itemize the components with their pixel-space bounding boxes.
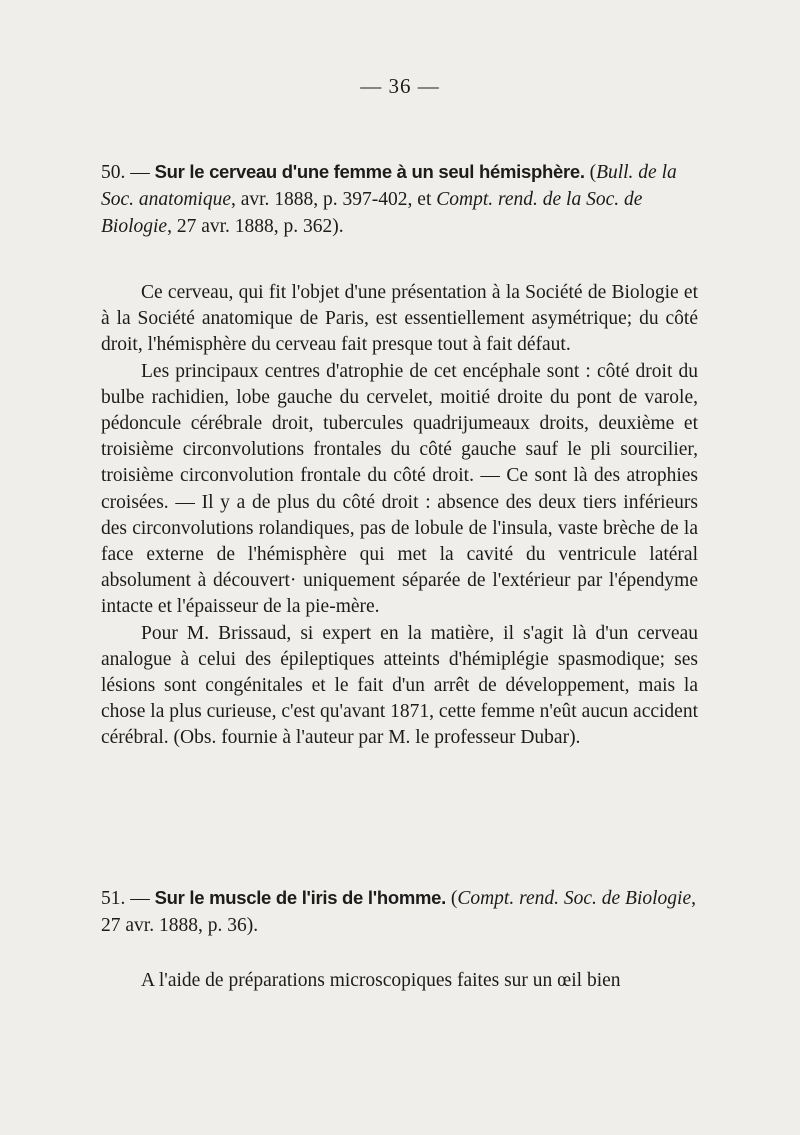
entry-number: 50. —: [101, 162, 155, 183]
cite-open: (: [584, 162, 597, 183]
entry-50-heading: [101, 158, 698, 240]
citation-journal-2: Compt. rend. de la Soc. de Biologie: [101, 189, 643, 237]
page-number: — 36 —: [360, 74, 440, 98]
paragraph: Pour M. Brissaud, si expert en la matière, il s'agit là d'un cerveau analogue à celui des épileptiques atteints d'hémiplégie spasmodique; ses lésions sont congénitales et le fait d'un arrêt de développement, mais la chose la plus curieuse, c'est qu'avant 1871, cette femme n'eût aucun accident cérébral. (Obs. fournie à l'auteur par M. le professeur Dubar).: [101, 622, 698, 749]
citation-journal: Compt. rend. Soc. de Biologie: [457, 888, 692, 909]
entry-51-heading: [101, 884, 698, 939]
paragraph: Ce cerveau, qui fit l'objet d'une présentation à la Société de Biologie et à la Société anatomique de Paris, est essentiellement asymétrique; du côté droit, l'hémisphère du cerveau fait presque tout à fait défaut.: [101, 282, 698, 356]
entry-50-body: [101, 280, 698, 752]
entry-51-body: [101, 968, 698, 994]
cite-open: (: [445, 888, 458, 909]
citation-journal: Bull. de la Soc. anatomique: [101, 162, 677, 210]
citation-details: , avr. 1888, p. 397-402, et: [230, 189, 437, 210]
entry-title: Sur le cerveau d'une femme à un seul hémisphère.: [154, 161, 585, 182]
citation-details-2: , 27 avr. 1888, p. 362).: [167, 216, 344, 237]
paragraph: Les principaux centres d'atrophie de cet encéphale sont : côté droit du bulbe rachidien, lobe gauche du cervelet, moitié droite du pont de varole, pédoncule cérébrale droit, tubercules quadrijumeaux droits, deuxième et troisième circonvolutions frontales du côté gauche sauf le pli sourcilier, troisième circonvolution frontale du côté droit. — Ce sont là des atrophies croisées. — Il y a de plus du côté droit : absence des deux tiers inférieurs des circonvolutions rolandiques, pas de lobule de l'insula, vaste brèche de la face externe de l'hémisphère qui met la cavité du ventricule latéral absolument à découvert· uniquement séparée de l'extérieur par l'épendyme intacte et l'épaisseur de la pie-mère.: [101, 360, 698, 618]
entry-title: Sur le muscle de l'iris de l'homme.: [154, 887, 446, 908]
paragraph: A l'aide de préparations microscopiques faites sur un œil bien: [141, 970, 621, 991]
citation-details: , 27 avr. 1888, p. 36).: [101, 888, 696, 936]
entry-number: 51. —: [101, 888, 155, 909]
